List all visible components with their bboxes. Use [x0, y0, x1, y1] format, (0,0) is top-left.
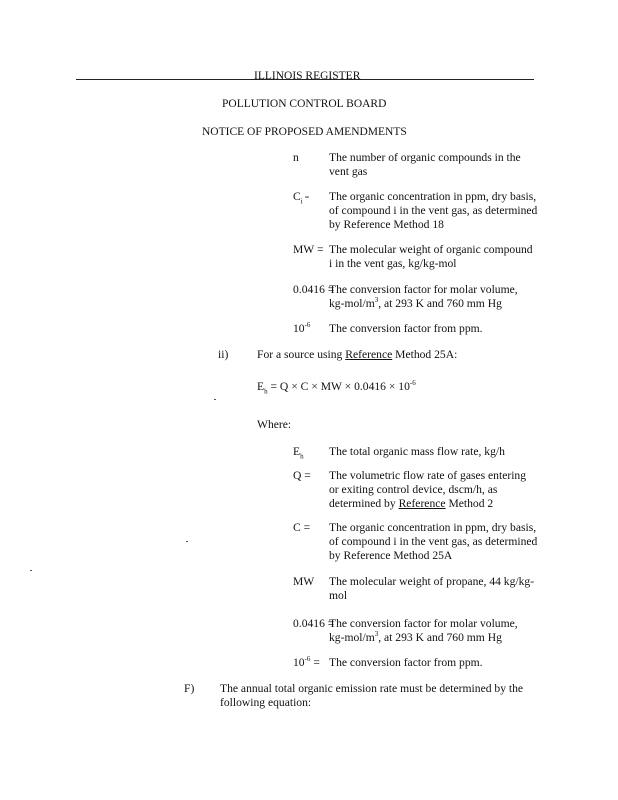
def2-symbol-c: C = [293, 521, 311, 534]
header-notice: NOTICE OF PROPOSED AMENDMENTS [202, 126, 407, 138]
def-text-10: The conversion factor from ppm. [329, 322, 483, 335]
item-ii-text: For a source using Reference Method 25A: [257, 348, 458, 361]
where-label: Where: [257, 418, 292, 431]
def-text-0416: The conversion factor for molar volume, $kg-mol/m^3$, at 293 K and 760 mm Hg [329, 283, 518, 310]
def2-symbol-mw: MW [293, 575, 315, 588]
scan-speck [214, 399, 216, 400]
scan-speck [30, 570, 32, 571]
def-symbol-c: $C_i$ = [293, 190, 310, 206]
def2-symbol-0416: 0.0416 = [293, 617, 335, 630]
header-title: ILLINOIS REGISTER [254, 70, 361, 82]
def-text-n: The number of organic compounds in the vent gas [329, 151, 521, 178]
item-f-label: F) [184, 682, 195, 695]
def-symbol-0416: 0.0416 = [293, 283, 335, 296]
item-f-text: The annual total organic emission rate must be determined by the following equation: [220, 682, 524, 709]
def2-text-10: The conversion factor from ppm. [329, 656, 483, 669]
def-symbol-mw: MW = [293, 243, 324, 256]
equation: $E_h = Q \times C$ × MW × $0.0416 \times 10^{-6}$ [257, 379, 416, 396]
def2-symbol-eh: $E_h$ [293, 445, 304, 461]
def2-text-0416: The conversion factor for molar volume, $kg-mol/m^3$, at 293 K and 760 mm Hg [329, 617, 518, 644]
def-symbol-n: n [293, 151, 299, 164]
def2-symbol-10: $10^{-6}$ = [293, 655, 320, 669]
def2-text-c: The organic concentration in ppm, dry basis, of compound i in the vent gas, as determined by Reference Method 25A [329, 521, 538, 562]
def-symbol-10: $10^{-6}$ [293, 321, 311, 335]
def-text-mw: The molecular weight of organic compound i in the vent gas, kg/kg-mol [329, 243, 533, 270]
header-board: POLLUTION CONTROL BOARD [222, 98, 387, 110]
item-ii-label: ii) [218, 348, 229, 361]
scan-speck [186, 541, 188, 542]
def2-text-q: The volumetric flow rate of gases entering or exiting control device, dscm/h, as determined by Reference Method 2 [329, 469, 527, 510]
def-text-c: The organic concentration in ppm, dry basis, of compound i in the vent gas, as determined by Reference Method 18 [329, 190, 538, 231]
def2-text-mw: The molecular weight of propane, 44 kg/kg- mol [329, 575, 535, 602]
def2-symbol-q: Q = [293, 469, 311, 482]
def2-text-eh: The total organic mass flow rate, kg/h [329, 445, 505, 458]
